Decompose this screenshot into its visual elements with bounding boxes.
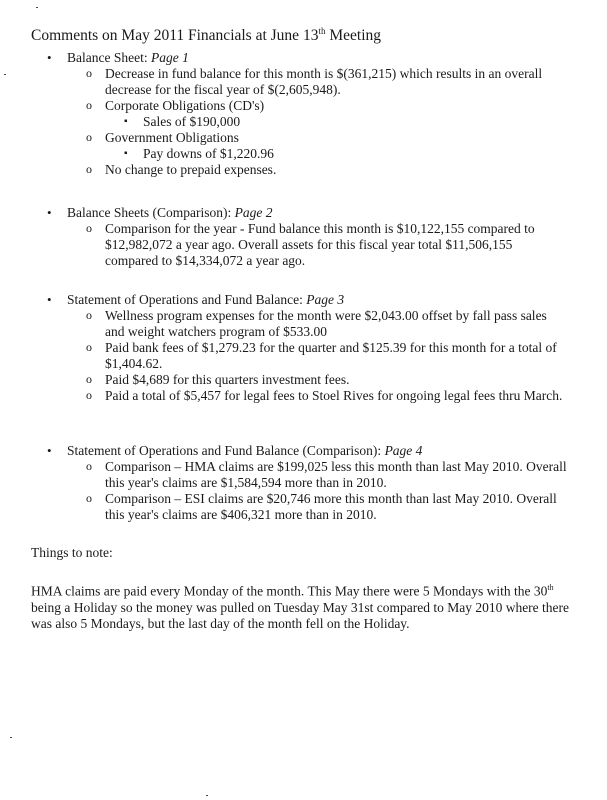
list-item: o Paid $4,689 for this quarters investment fees.	[0, 372, 607, 388]
page-reference: Page 1	[150, 50, 189, 65]
list-item: o Decrease in fund balance for this month is $(361,215) which results in an overall decrease for the fiscal year of $(2,605,948).	[0, 66, 607, 98]
scan-speck	[36, 7, 38, 8]
list-item: o Comparison – ESI claims are $20,746 more this month than last May 2010. Overall this year's claims are $406,321 more than in 2010.	[0, 491, 607, 523]
section-balance-sheet	[0, 50, 607, 178]
section-heading-text: Statement of Operations and Fund Balance (Comparison):	[67, 443, 385, 458]
notes-heading: Things to note:	[31, 545, 113, 560]
sub-list-item: ▪ Pay downs of $1,220.96	[0, 146, 607, 162]
section-heading-text: Statement of Operations and Fund Balance:	[67, 292, 307, 307]
scan-speck	[4, 74, 6, 75]
list-item: o No change to prepaid expenses.	[0, 162, 607, 178]
section-heading	[0, 50, 607, 66]
scan-speck	[10, 737, 12, 738]
section-statement-of-operations	[0, 292, 607, 404]
notes-text-part1: HMA claims are paid every Monday of the month. This May there were 5 Mondays with the 30	[31, 583, 548, 599]
section-heading	[0, 205, 607, 221]
notes-paragraph	[31, 580, 583, 632]
page-reference: Page 2	[234, 205, 273, 220]
page-reference: Page 4	[384, 443, 423, 458]
notes-superscript: th	[547, 583, 554, 592]
list-item: o Wellness program expenses for the month were $2,043.00 offset by fall pass sales and weight watchers program of $533.00	[0, 308, 607, 340]
list-item: o Paid a total of $5,457 for legal fees to Stoel Rives for ongoing legal fees thru March.	[0, 388, 607, 404]
title-tail: Meeting	[325, 27, 381, 45]
section-heading-text: Balance Sheet:	[67, 50, 151, 65]
sub-list-item: ▪ Sales of $190,000	[0, 114, 607, 130]
section-heading	[0, 443, 607, 459]
title-main: Comments on May 2011 Financials at June 13	[31, 27, 319, 45]
list-item: o Government Obligations	[0, 130, 607, 146]
list-item: o Comparison – HMA claims are $199,025 less this month than last May 2010. Overall this year's claims are $1,584,594 more than in 2010.	[0, 459, 607, 491]
list-item: o Comparison for the year - Fund balance this month is $10,122,155 compared to $12,982,072 a year ago. Overall assets for this fiscal year total $11,506,155 compared to $14,334,072 a year ago.	[0, 221, 607, 269]
page-title	[31, 26, 381, 45]
title-superscript: th	[318, 26, 326, 36]
list-item: o Corporate Obligations (CD's)	[0, 98, 607, 114]
section-heading-text: Balance Sheets (Comparison):	[67, 205, 235, 220]
page-reference: Page 3	[306, 292, 345, 307]
section-statement-of-operations-comparison	[0, 443, 607, 523]
list-item: o Paid bank fees of $1,279.23 for the quarter and $125.39 for this month for a total of $1,404.62.	[0, 340, 607, 372]
scan-speck	[206, 795, 208, 796]
notes-text-part2: being a Holiday so the money was pulled on Tuesday May 31st compared to May 2010 where there was also 5 Mondays, but the last day of the month fell on the Holiday.	[31, 599, 570, 631]
section-balance-sheets-comparison	[0, 205, 607, 269]
section-heading	[0, 292, 607, 308]
